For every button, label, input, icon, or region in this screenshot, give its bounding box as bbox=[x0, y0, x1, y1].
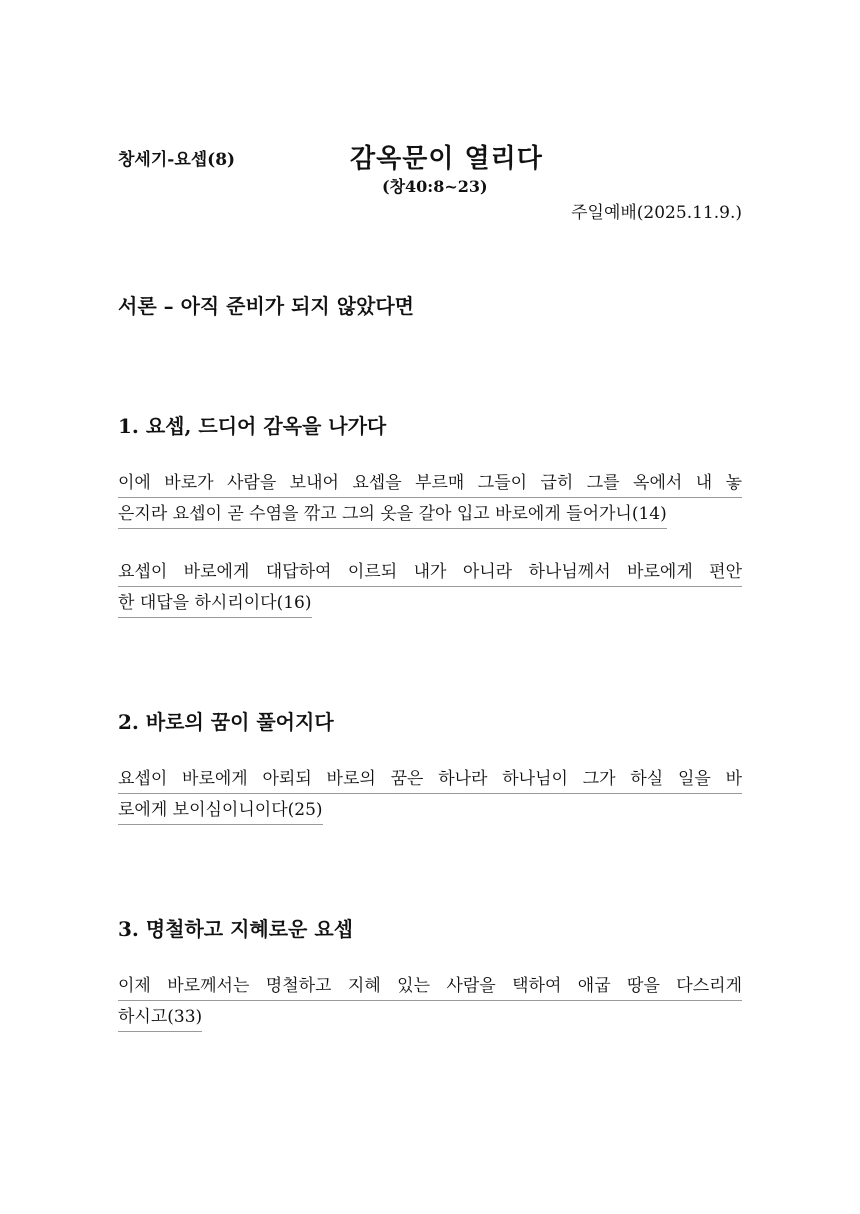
service-date: 주일예배(2025.11.9.) bbox=[571, 203, 742, 223]
verse-line: 로에게 보이심이니이다(25) bbox=[118, 797, 323, 825]
series-label: 창세기-요셉(8) bbox=[118, 150, 236, 170]
verse-line: 요셉이 바로에게 아뢰되 바로의 꿈은 하나라 하나님이 그가 하실 일을 바 bbox=[118, 766, 742, 794]
verse-line: 이에 바로가 사람을 보내어 요셉을 부르매 그들이 급히 그를 옥에서 내 놓 bbox=[118, 470, 742, 498]
section-2-verse-1 bbox=[118, 766, 742, 827]
verse-line: 이제 바로께서는 명철하고 지혜 있는 사람을 택하여 애굽 땅을 다스리게 bbox=[118, 973, 742, 1001]
verse-line: 요셉이 바로에게 대답하여 이르되 내가 아니라 하나님께서 바로에게 편안 bbox=[118, 559, 742, 587]
scripture-reference: (창40:8~23) bbox=[382, 177, 488, 196]
section-2-heading: 2. 바로의 꿈이 풀어지다 bbox=[118, 710, 334, 734]
section-3-heading: 3. 명철하고 지혜로운 요셉 bbox=[118, 917, 353, 941]
section-1-verse-2 bbox=[118, 559, 742, 620]
section-1-verse-1 bbox=[118, 470, 742, 531]
section-1-heading: 1. 요셉, 드디어 감옥을 나가다 bbox=[118, 414, 387, 438]
verse-line: 은지라 요셉이 곧 수염을 깎고 그의 옷을 갈아 입고 바로에게 들어가니(14) bbox=[118, 501, 667, 529]
verse-line: 한 대답을 하시리이다(16) bbox=[118, 590, 312, 618]
section-3-verse-1 bbox=[118, 973, 742, 1034]
sermon-title: 감옥문이 열리다 bbox=[350, 144, 543, 174]
verse-line: 하시고(33) bbox=[118, 1004, 202, 1032]
intro-heading: 서론 – 아직 준비가 되지 않았다면 bbox=[118, 294, 414, 318]
